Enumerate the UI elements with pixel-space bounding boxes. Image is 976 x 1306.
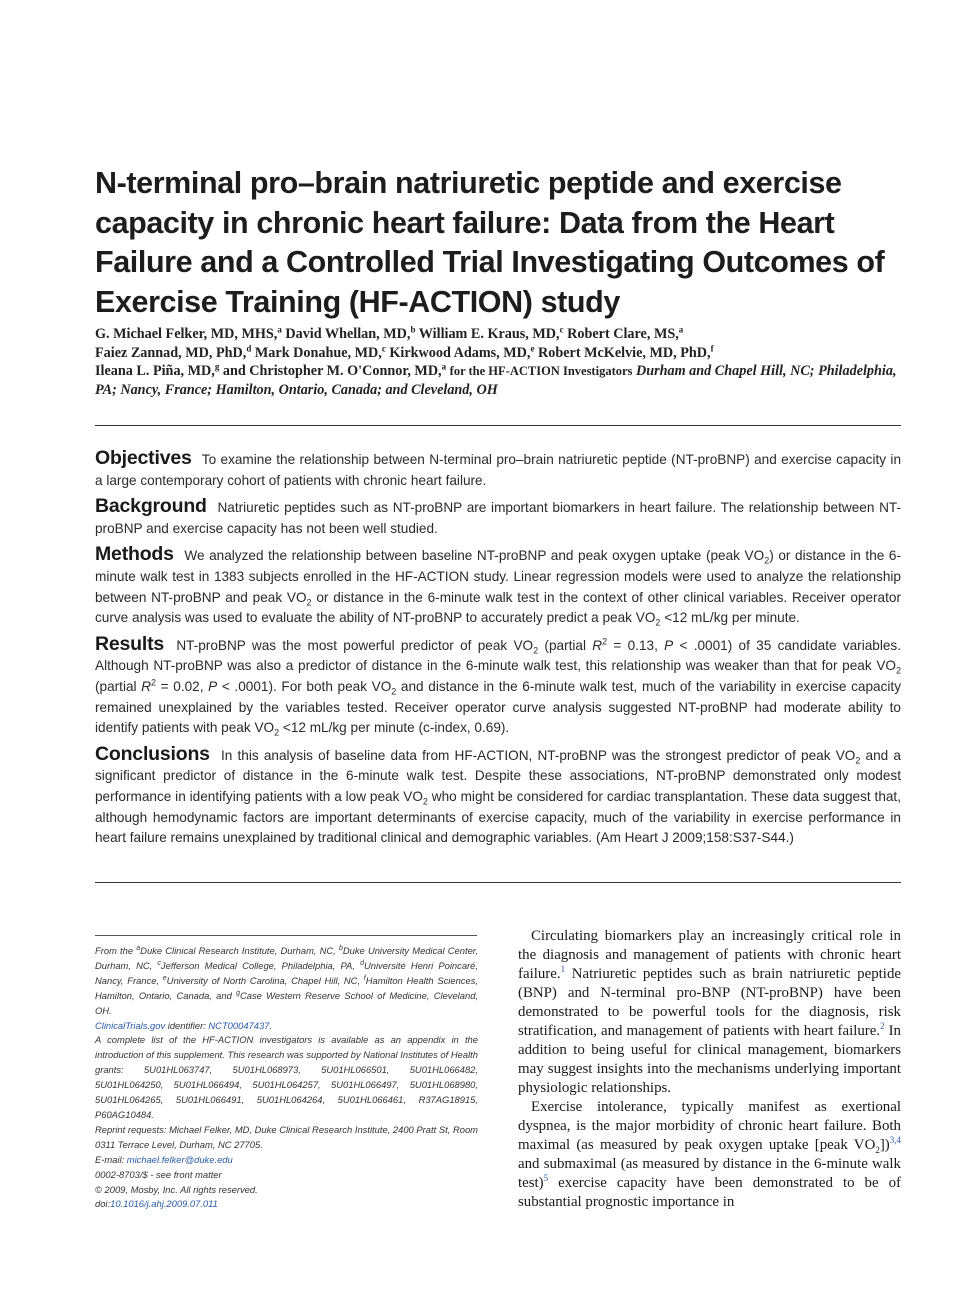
section-text: <12 mL/kg per minute.: [660, 610, 800, 626]
author: Kirkwood Adams, MD,: [389, 344, 531, 361]
body-text-run: Exercise intolerance, typically manifest as exertional dyspnea, is the major morbidity of chronic heart failure. Both maximal (as measured by peak oxygen uptake [peak V: [518, 1099, 901, 1153]
body-paragraph: [518, 1098, 901, 1212]
body-text-run: Circulating biomarkers play an increasingly critical role in the diagnosis and management of patients with chronic heart failure.: [518, 928, 901, 982]
copyright-note: © 2009, Mosby, Inc. All rights reserved.: [95, 1183, 258, 1195]
section-heading: Conclusions: [95, 742, 210, 765]
author: Mark Donahue, MD,: [254, 344, 382, 361]
body-text-run: Natriuretic peptides such as brain natriuretic peptide (BNP) and N-terminal pro-BNP (NT-proBNP) have been demonstrated to be powerful tools for the diagnosis, risk stratification, and management of patients with heart failure.: [518, 966, 901, 1039]
issn-note: 0002-8703/$ - see front matter: [95, 1168, 222, 1180]
p-symbol: P: [208, 678, 218, 694]
note-text: Jefferson Medical College, Philadelphia, PA,: [160, 959, 361, 971]
note-text: E-mail:: [95, 1153, 127, 1165]
note-text: .: [269, 1019, 272, 1031]
affiliation-mark: c: [381, 342, 386, 353]
reference-link[interactable]: 2: [880, 1021, 885, 1032]
note-text: Case Western Reserve School of Medicine, Cleveland, OH.: [95, 989, 479, 1016]
body-text: [518, 927, 901, 1212]
section-text: = 0.13,: [607, 637, 665, 653]
affiliation-mark: f: [363, 974, 366, 982]
doi-link[interactable]: 10.1016/j.ahj.2009.07.011: [110, 1198, 218, 1210]
article-title: N-terminal pro–brain natriuretic peptide and exercise capacity in chronic heart failure: Data from the Heart Failure and a Controlled Trial Investigating Outcomes of Exercise Training (HF-ACTION) study: [95, 166, 885, 319]
p-symbol: P: [664, 637, 674, 653]
author: Robert McKelvie, MD, PhD,: [538, 344, 711, 361]
affiliation-mark: a: [277, 324, 282, 335]
section-text: ) or distance in the 6-minute walk test in 1383 subjects enrolled in the HF-ACTION study. Linear regression models were used to analyze the relationship between NT-proBNP and peak V: [95, 548, 901, 605]
footnote-rule: [95, 935, 477, 936]
section-text: who might be considered for cardiac transplantation. These data suggest that, although hemodynamic factors are important determinants of exercise capacity, much of the variability in exercise performance in heart failure remains unexplained by traditional clinical and demographic variables. (Am Heart J 2009;158:S37-S44.): [95, 788, 901, 846]
r-symbol: R: [592, 637, 603, 653]
investigator-group: for the HF-ACTION Investigators: [449, 364, 633, 379]
vo2-o: O: [412, 788, 423, 804]
abstract: [95, 448, 901, 854]
subscript: 2: [875, 1144, 880, 1155]
note-text: From the: [95, 945, 137, 956]
vo2-o: O: [753, 548, 765, 564]
subscript: 2: [274, 727, 280, 738]
reference-link[interactable]: 5: [543, 1173, 549, 1184]
subscript: 2: [655, 617, 661, 628]
vo2-o: O: [295, 589, 307, 605]
subscript: 2: [855, 755, 861, 766]
author: David Whellan, MD,: [285, 326, 411, 342]
author: William E. Kraus, MD,: [418, 326, 560, 342]
trial-id-link[interactable]: NCT00047437: [208, 1019, 270, 1031]
email-note: [95, 1153, 478, 1168]
affiliations-note: [95, 944, 478, 1019]
section-heading: Methods: [95, 543, 174, 566]
body-paragraph: [518, 927, 901, 1098]
abstract-background: [95, 496, 901, 539]
abstract-bottom-rule: [95, 882, 901, 883]
note-text: Université Henri Poincaré, Nancy, France,: [95, 959, 478, 986]
note-text: Duke Clinical Research Institute, Durham, NC,: [140, 945, 339, 956]
superscript: 2: [151, 677, 157, 688]
affiliation-mark: f: [710, 342, 714, 353]
affiliation-mark: c: [157, 959, 161, 967]
affiliation-mark: a: [678, 324, 684, 335]
affiliation-mark: d: [246, 342, 252, 353]
body-text-run: and submaximal (as measured by distance in the 6-minute walk test): [518, 1156, 901, 1191]
subscript: 2: [422, 796, 428, 807]
body-text-run: ]): [879, 1137, 890, 1153]
r-symbol: R: [141, 678, 152, 694]
affiliation-mark: d: [360, 959, 364, 967]
section-text: (partial: [538, 637, 593, 653]
doi-note: [95, 1197, 478, 1212]
note-text: doi:: [95, 1198, 111, 1210]
note-text: Hamilton Health Sciences, Hamilton, Ontario, Canada, and: [95, 974, 478, 1001]
vo2-o: O: [844, 747, 856, 763]
affiliation-mark: c: [559, 324, 564, 335]
section-text: and a significant predictor of distance in the 6-minute walk test. Despite these associations, NT-proBNP demonstrated only modest performance in identifying patients with a low peak V: [95, 747, 901, 804]
subscript: 2: [895, 666, 901, 677]
subscript: 2: [306, 597, 312, 608]
section-text: We analyzed the relationship between baseline NT-proBNP and peak oxygen uptake (peak V: [184, 548, 754, 564]
author: Faiez Zannad, MD, PhD,: [95, 344, 247, 361]
vo2-o: O: [644, 610, 656, 626]
section-text: = 0.02,: [156, 678, 209, 694]
section-heading: Objectives: [95, 447, 192, 469]
vo2-o: O: [263, 720, 275, 736]
note-text: Duke University Medical Center, Durham, NC,: [95, 945, 478, 971]
superscript: 2: [602, 636, 608, 647]
note-text: identifier:: [165, 1019, 209, 1031]
vo2-o: O: [885, 658, 896, 674]
affiliation-mark: g: [236, 989, 240, 997]
abstract-top-rule: [95, 425, 901, 426]
affiliation-mark: e: [162, 974, 167, 982]
vo2-o: O: [864, 1137, 876, 1153]
affiliation-mark: a: [136, 944, 141, 952]
section-text: (partial: [95, 678, 142, 694]
section-text: or distance in the 6-minute walk test in the context of other clinical variables. Receiver operator curve analysis was used to evaluate the ability of NT-proBNP to accurately predict a peak V: [95, 589, 901, 626]
affiliation-mark: b: [410, 324, 416, 335]
author: Ileana L. Piña, MD,: [95, 363, 215, 380]
section-text: To examine the relationship between N-terminal pro–brain natriuretic peptide (NT-proBNP) and exercise capacity in a large contemporary cohort of patients with chronic heart failure.: [95, 452, 902, 488]
abstract-methods: [95, 544, 901, 628]
affiliation-mark: b: [338, 944, 343, 952]
reference-link[interactable]: 3,4: [889, 1135, 901, 1146]
vo2-o: O: [380, 678, 392, 694]
section-text: and distance in the 6-minute walk test, much of the variability in exercise capacity remained unexplained by the variables tested. Receiver operator curve analysis suggested NT-proBNP had moderate ability to identify patients with peak V: [95, 678, 901, 736]
section-text: < .0001). For both peak V: [217, 678, 381, 694]
author: G. Michael Felker, MD, MHS,: [95, 326, 278, 342]
abstract-conclusions: [95, 744, 901, 849]
clinicaltrials-link[interactable]: ClinicalTrials.gov: [95, 1019, 166, 1031]
reference-link[interactable]: 1: [560, 964, 566, 975]
section-heading: Background: [95, 495, 207, 518]
author-list: [95, 325, 905, 399]
note-text: University of North Carolina, Chapel Hill, NC,: [166, 974, 364, 986]
affiliation-mark: e: [530, 342, 535, 353]
body-text-run: exercise capacity have been demonstrated to be of substantial prognostic importance in: [518, 1175, 901, 1210]
footnotes: [95, 944, 478, 1212]
author-locations: Durham and Chapel Hill, NC; Philadelphia, PA; Nancy, France; Hamilton, Ontario, Canada; and Cleveland, OH: [95, 363, 897, 398]
affiliation-mark: a: [441, 361, 447, 372]
body-text-run: In addition to being useful for clinical management, biomarkers may suggest insights into the mechanisms underlying important physiologic relationships.: [518, 1023, 901, 1096]
subscript: 2: [764, 556, 770, 567]
section-text: <12 mL/kg per minute (c-index, 0.69).: [279, 720, 510, 736]
affiliation-mark: g: [214, 361, 220, 372]
abstract-results: [95, 634, 901, 739]
vo2-o: O: [522, 637, 534, 653]
subscript: 2: [533, 645, 539, 656]
reprint-note: Reprint requests: Michael Felker, MD, Duke Clinical Research Institute, 2400 Pratt St, Room 0311 Terrace Level, Durham, NC 27705.: [95, 1123, 478, 1150]
trial-registration: [95, 1019, 478, 1034]
author: Christopher M. O'Connor, MD,: [249, 363, 442, 380]
section-heading: Results: [95, 632, 165, 655]
subscript: 2: [391, 686, 397, 697]
section-text: < .0001) of 35 candidate variables. Although NT-proBNP was also a predictor of distance in the 6-minute walk test, this relationship was weaker than that for peak V: [95, 637, 901, 674]
section-text: NT-proBNP was the most powerful predictor of peak V: [176, 637, 523, 653]
author-conjunction: and: [222, 363, 246, 380]
section-text: In this analysis of baseline data from HF-ACTION, NT-proBNP was the strongest predictor of peak V: [221, 747, 845, 763]
email-link[interactable]: michael.felker@duke.edu: [126, 1153, 233, 1165]
author: Robert Clare, MS,: [567, 326, 679, 342]
funding-note: A complete list of the HF-ACTION investigators is available as an appendix in the introduction of this supplement. This research was supported by National Institutes of Health grants: 5U01HL063747, 5U01HL068973, 5U01HL066501, 5U01HL066482, 5U01HL064250, 5U01HL066494, 5U01HL064257, 5U01HL066497, 5U01HL068980, 5U01HL064265, 5U01HL066491, 5U01HL064264, 5U01HL066461, R37AG18915, P60AG10484.: [95, 1034, 478, 1120]
abstract-objectives: [95, 448, 901, 491]
section-text: Natriuretic peptides such as NT-proBNP are important biomarkers in heart failure. The relationship between NT-proBNP and exercise capacity has not been well studied.: [95, 500, 901, 536]
